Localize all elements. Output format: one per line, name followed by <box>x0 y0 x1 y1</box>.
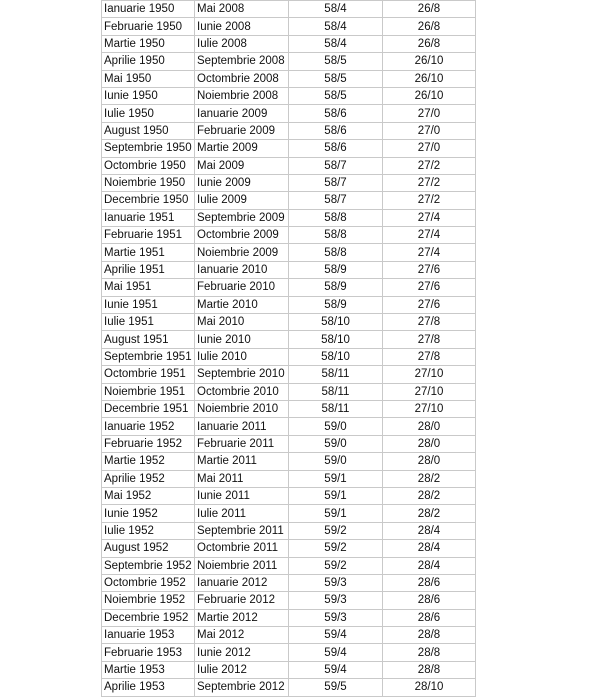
birth-month-cell: Iulie 1951 <box>102 314 195 331</box>
table-row <box>102 53 476 70</box>
age-cell: 58/5 <box>289 87 383 104</box>
birth-month-cell: Ianuarie 1950 <box>102 1 195 18</box>
contribution-cell: 27/0 <box>383 122 476 139</box>
contribution-cell: 27/2 <box>383 174 476 191</box>
age-cell: 58/9 <box>289 296 383 313</box>
retirement-date-cell: Noiembrie 2009 <box>195 244 289 261</box>
age-cell: 58/8 <box>289 209 383 226</box>
age-cell: 59/0 <box>289 435 383 452</box>
birth-month-cell: Martie 1953 <box>102 661 195 678</box>
table-row <box>102 18 476 35</box>
retirement-date-cell: Septembrie 2010 <box>195 366 289 383</box>
retirement-date-cell: Mai 2011 <box>195 470 289 487</box>
age-cell: 58/5 <box>289 70 383 87</box>
birth-month-cell: Martie 1950 <box>102 35 195 52</box>
age-cell: 58/5 <box>289 53 383 70</box>
retirement-date-cell: Mai 2012 <box>195 627 289 644</box>
age-cell: 59/3 <box>289 574 383 591</box>
contribution-cell: 28/8 <box>383 661 476 678</box>
contribution-cell: 28/6 <box>383 574 476 591</box>
birth-month-cell: Iunie 1951 <box>102 296 195 313</box>
table-row <box>102 366 476 383</box>
birth-month-cell: Iulie 1952 <box>102 522 195 539</box>
contribution-cell: 27/8 <box>383 331 476 348</box>
retirement-date-cell: Mai 2008 <box>195 1 289 18</box>
contribution-cell: 26/10 <box>383 70 476 87</box>
retirement-date-cell: Ianuarie 2011 <box>195 418 289 435</box>
contribution-cell: 28/4 <box>383 540 476 557</box>
age-cell: 58/4 <box>289 18 383 35</box>
retirement-date-cell: Martie 2012 <box>195 609 289 626</box>
table-row <box>102 192 476 209</box>
contribution-cell: 28/4 <box>383 522 476 539</box>
age-cell: 58/11 <box>289 366 383 383</box>
birth-month-cell: Februarie 1953 <box>102 644 195 661</box>
contribution-cell: 27/2 <box>383 157 476 174</box>
contribution-cell: 28/0 <box>383 453 476 470</box>
birth-month-cell: Decembrie 1950 <box>102 192 195 209</box>
birth-month-cell: Ianuarie 1951 <box>102 209 195 226</box>
birth-month-cell: Mai 1951 <box>102 279 195 296</box>
table-row <box>102 435 476 452</box>
contribution-cell: 28/2 <box>383 505 476 522</box>
table-row <box>102 35 476 52</box>
contribution-cell: 26/10 <box>383 53 476 70</box>
table-body <box>102 1 476 697</box>
age-cell: 58/7 <box>289 174 383 191</box>
birth-month-cell: Aprilie 1950 <box>102 53 195 70</box>
birth-month-cell: Iunie 1950 <box>102 87 195 104</box>
contribution-cell: 28/10 <box>383 679 476 696</box>
retirement-date-cell: Martie 2009 <box>195 140 289 157</box>
retirement-date-cell: Septembrie 2012 <box>195 679 289 696</box>
retirement-date-cell: Noiembrie 2010 <box>195 400 289 417</box>
table-row <box>102 209 476 226</box>
retirement-date-cell: Februarie 2009 <box>195 122 289 139</box>
contribution-cell: 28/0 <box>383 435 476 452</box>
age-cell: 58/9 <box>289 261 383 278</box>
retirement-date-cell: Februarie 2011 <box>195 435 289 452</box>
contribution-cell: 28/6 <box>383 592 476 609</box>
retirement-date-cell: Februarie 2012 <box>195 592 289 609</box>
birth-month-cell: Iunie 1952 <box>102 505 195 522</box>
retirement-date-cell: Iulie 2008 <box>195 35 289 52</box>
retirement-date-cell: Iunie 2011 <box>195 487 289 504</box>
age-cell: 58/6 <box>289 105 383 122</box>
age-cell: 59/0 <box>289 453 383 470</box>
table-row <box>102 522 476 539</box>
age-cell: 59/0 <box>289 418 383 435</box>
age-cell: 59/3 <box>289 609 383 626</box>
contribution-cell: 27/4 <box>383 209 476 226</box>
contribution-cell: 28/8 <box>383 627 476 644</box>
age-cell: 58/9 <box>289 279 383 296</box>
retirement-date-cell: Iulie 2009 <box>195 192 289 209</box>
age-cell: 59/2 <box>289 522 383 539</box>
birth-month-cell: Mai 1952 <box>102 487 195 504</box>
age-cell: 59/2 <box>289 557 383 574</box>
contribution-cell: 27/6 <box>383 296 476 313</box>
contribution-cell: 27/0 <box>383 140 476 157</box>
age-cell: 58/10 <box>289 348 383 365</box>
table-row <box>102 574 476 591</box>
age-cell: 59/1 <box>289 470 383 487</box>
table-row <box>102 314 476 331</box>
birth-month-cell: Ianuarie 1953 <box>102 627 195 644</box>
age-cell: 59/4 <box>289 627 383 644</box>
age-cell: 58/4 <box>289 1 383 18</box>
table-row <box>102 679 476 696</box>
age-cell: 58/6 <box>289 140 383 157</box>
table-row <box>102 348 476 365</box>
birth-month-cell: Septembrie 1950 <box>102 140 195 157</box>
age-cell: 59/5 <box>289 679 383 696</box>
table-row <box>102 261 476 278</box>
table-row <box>102 592 476 609</box>
table-row <box>102 70 476 87</box>
retirement-date-cell: Octombrie 2009 <box>195 227 289 244</box>
retirement-date-cell: Octombrie 2010 <box>195 383 289 400</box>
contribution-cell: 27/10 <box>383 366 476 383</box>
birth-month-cell: Noiembrie 1951 <box>102 383 195 400</box>
table-row <box>102 540 476 557</box>
retirement-date-cell: Iunie 2010 <box>195 331 289 348</box>
age-cell: 58/8 <box>289 244 383 261</box>
birth-month-cell: August 1951 <box>102 331 195 348</box>
contribution-cell: 28/0 <box>383 418 476 435</box>
retirement-date-cell: Septembrie 2009 <box>195 209 289 226</box>
age-cell: 58/6 <box>289 122 383 139</box>
birth-month-cell: Martie 1951 <box>102 244 195 261</box>
table-row <box>102 174 476 191</box>
birth-month-cell: Aprilie 1953 <box>102 679 195 696</box>
table-row <box>102 331 476 348</box>
data-table <box>101 0 476 697</box>
age-cell: 58/4 <box>289 35 383 52</box>
birth-month-cell: Martie 1952 <box>102 453 195 470</box>
table-row <box>102 505 476 522</box>
retirement-date-cell: Iulie 2012 <box>195 661 289 678</box>
contribution-cell: 27/8 <box>383 348 476 365</box>
contribution-cell: 27/0 <box>383 105 476 122</box>
retirement-date-cell: Iulie 2010 <box>195 348 289 365</box>
age-cell: 59/1 <box>289 487 383 504</box>
table-row <box>102 383 476 400</box>
birth-month-cell: Decembrie 1951 <box>102 400 195 417</box>
table-row <box>102 87 476 104</box>
age-cell: 58/10 <box>289 331 383 348</box>
table-row <box>102 470 476 487</box>
retirement-date-cell: Ianuarie 2010 <box>195 261 289 278</box>
age-cell: 58/11 <box>289 383 383 400</box>
contribution-cell: 28/8 <box>383 644 476 661</box>
retirement-date-cell: Iunie 2012 <box>195 644 289 661</box>
retirement-date-cell: Ianuarie 2012 <box>195 574 289 591</box>
retirement-date-cell: Martie 2011 <box>195 453 289 470</box>
age-cell: 58/7 <box>289 192 383 209</box>
contribution-cell: 27/2 <box>383 192 476 209</box>
retirement-date-cell: Martie 2010 <box>195 296 289 313</box>
table-row <box>102 140 476 157</box>
birth-month-cell: Mai 1950 <box>102 70 195 87</box>
table-row <box>102 227 476 244</box>
retirement-date-cell: Octombrie 2011 <box>195 540 289 557</box>
table-row <box>102 244 476 261</box>
birth-month-cell: Iulie 1950 <box>102 105 195 122</box>
retirement-date-cell: Noiembrie 2011 <box>195 557 289 574</box>
birth-month-cell: Octombrie 1952 <box>102 574 195 591</box>
birth-month-cell: Septembrie 1952 <box>102 557 195 574</box>
table-row <box>102 122 476 139</box>
contribution-cell: 26/8 <box>383 18 476 35</box>
contribution-cell: 28/2 <box>383 470 476 487</box>
contribution-cell: 27/6 <box>383 261 476 278</box>
table-row <box>102 296 476 313</box>
birth-month-cell: Octombrie 1951 <box>102 366 195 383</box>
table-row <box>102 1 476 18</box>
table-row <box>102 627 476 644</box>
table-row <box>102 418 476 435</box>
age-cell: 59/1 <box>289 505 383 522</box>
table-row <box>102 400 476 417</box>
table-row <box>102 487 476 504</box>
birth-month-cell: Noiembrie 1950 <box>102 174 195 191</box>
retirement-date-cell: Septembrie 2011 <box>195 522 289 539</box>
contribution-cell: 26/8 <box>383 1 476 18</box>
table-row <box>102 279 476 296</box>
age-cell: 58/11 <box>289 400 383 417</box>
retirement-date-cell: Septembrie 2008 <box>195 53 289 70</box>
age-cell: 58/7 <box>289 157 383 174</box>
table-row <box>102 557 476 574</box>
table-row <box>102 609 476 626</box>
birth-month-cell: Aprilie 1952 <box>102 470 195 487</box>
birth-month-cell: Februarie 1951 <box>102 227 195 244</box>
contribution-cell: 27/4 <box>383 227 476 244</box>
age-cell: 59/3 <box>289 592 383 609</box>
table-row <box>102 453 476 470</box>
birth-month-cell: Noiembrie 1952 <box>102 592 195 609</box>
contribution-cell: 26/10 <box>383 87 476 104</box>
retirement-date-cell: Ianuarie 2009 <box>195 105 289 122</box>
birth-month-cell: Februarie 1950 <box>102 18 195 35</box>
table-row <box>102 105 476 122</box>
contribution-cell: 28/2 <box>383 487 476 504</box>
birth-month-cell: Ianuarie 1952 <box>102 418 195 435</box>
birth-month-cell: Octombrie 1950 <box>102 157 195 174</box>
age-cell: 58/10 <box>289 314 383 331</box>
retirement-date-cell: Octombrie 2008 <box>195 70 289 87</box>
contribution-cell: 26/8 <box>383 35 476 52</box>
table-row <box>102 661 476 678</box>
contribution-cell: 27/10 <box>383 383 476 400</box>
retirement-date-cell: Iulie 2011 <box>195 505 289 522</box>
contribution-cell: 27/4 <box>383 244 476 261</box>
birth-month-cell: Februarie 1952 <box>102 435 195 452</box>
contribution-cell: 28/6 <box>383 609 476 626</box>
birth-month-cell: Septembrie 1951 <box>102 348 195 365</box>
age-cell: 59/4 <box>289 661 383 678</box>
retirement-date-cell: Mai 2009 <box>195 157 289 174</box>
age-cell: 58/8 <box>289 227 383 244</box>
retirement-date-cell: Noiembrie 2008 <box>195 87 289 104</box>
age-cell: 59/4 <box>289 644 383 661</box>
birth-month-cell: August 1952 <box>102 540 195 557</box>
contribution-cell: 27/10 <box>383 400 476 417</box>
table-row <box>102 644 476 661</box>
birth-month-cell: August 1950 <box>102 122 195 139</box>
contribution-cell: 27/8 <box>383 314 476 331</box>
birth-month-cell: Aprilie 1951 <box>102 261 195 278</box>
retirement-date-cell: Mai 2010 <box>195 314 289 331</box>
table-row <box>102 157 476 174</box>
retirement-date-cell: Iunie 2009 <box>195 174 289 191</box>
birth-month-cell: Decembrie 1952 <box>102 609 195 626</box>
retirement-date-cell: Iunie 2008 <box>195 18 289 35</box>
contribution-cell: 27/6 <box>383 279 476 296</box>
contribution-cell: 28/4 <box>383 557 476 574</box>
age-cell: 59/2 <box>289 540 383 557</box>
retirement-date-cell: Februarie 2010 <box>195 279 289 296</box>
